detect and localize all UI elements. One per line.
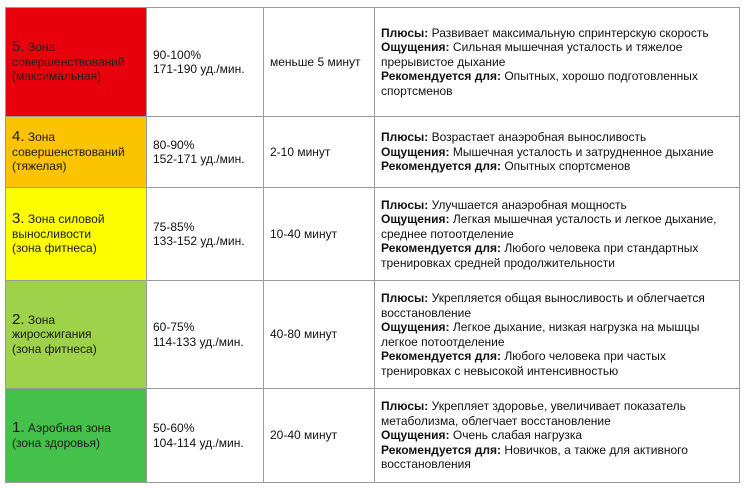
heart-rate-cell: [147, 389, 264, 483]
feel-text: Очень слабая нагрузка: [452, 428, 583, 443]
table-row: [6, 281, 740, 389]
feel-text: Легкая мышечная усталость и легкое дыхание, среднее потоотделение: [381, 212, 717, 241]
pros-text: Укрепляется общая выносливость и облегчается восстановление: [381, 291, 705, 320]
duration-cell: 20-40 минут: [264, 389, 375, 483]
description-cell: [375, 389, 740, 483]
description-cell: [375, 281, 740, 389]
zone-cell: [6, 389, 147, 483]
zone-cell: [6, 281, 147, 389]
zone-name: (тяжелая): [12, 159, 67, 174]
feel-label: Ощущения:: [381, 428, 450, 443]
recommended-label: Рекомендуется для:: [381, 442, 501, 457]
duration-cell: меньше 5 минут: [264, 8, 375, 117]
zone-name: (зона здоровья): [12, 435, 101, 450]
zone-name: Аэробная зона: [27, 421, 111, 435]
duration-cell: 2-10 минут: [264, 117, 375, 188]
zone-name: (максимальная): [12, 69, 101, 84]
description-cell: [375, 188, 740, 281]
feel-label: Ощущения:: [381, 144, 450, 159]
zone-cell: [6, 117, 147, 188]
zone-name: Зона: [27, 40, 56, 55]
zone-name: Зона: [27, 130, 56, 145]
heart-rate-bpm: 171-190 уд./мин.: [153, 62, 245, 76]
pros-text: Улучшается анаэробная мощность: [431, 197, 627, 212]
heart-rate-bpm: 104-114 уд./мин.: [153, 435, 244, 450]
heart-rate-bpm: 114-133 уд./мин.: [153, 334, 244, 349]
heart-rate-cell: [147, 8, 264, 117]
pros-label: Плюсы:: [381, 291, 429, 305]
pros-label: Плюсы:: [381, 130, 429, 145]
description-cell: [375, 117, 740, 188]
zone-number: 4.: [12, 128, 25, 146]
pros-label: Плюсы:: [381, 197, 429, 212]
duration-cell: 10-40 минут: [264, 188, 375, 281]
zone-cell: [6, 8, 147, 117]
pros-text: Развивает максимальную спринтерскую скорость: [431, 25, 709, 40]
table-row: [6, 389, 740, 483]
feel-text: Мышечная усталость и затрудненное дыхание: [452, 144, 714, 159]
duration-cell: 40-80 минут: [264, 281, 375, 389]
heart-rate-bpm: 133-152 уд./мин.: [153, 234, 245, 248]
feel-label: Ощущения:: [381, 320, 450, 334]
heart-rate-percent: 90-100%: [153, 47, 202, 62]
heart-rate-percent: 60-75%: [153, 320, 195, 334]
recommended-text: Любого человека при частых тренировках с невысокой интенсивностью: [381, 349, 666, 378]
zone-number: 3.: [12, 210, 25, 228]
heart-rate-percent: 75-85%: [153, 219, 195, 234]
zone-name: Зона силовой: [27, 212, 105, 227]
heart-rate-bpm: 152-171 уд./мин.: [153, 152, 245, 166]
description-cell: [375, 8, 740, 117]
heart-rate-cell: [147, 281, 264, 389]
zone-name: жиросжигания: [12, 327, 92, 342]
feel-text: Легкое дыхание, низкая нагрузка на мышцы легкое потоотделение: [381, 320, 700, 349]
pros-label: Плюсы:: [381, 399, 429, 414]
zone-name: совершенствований: [12, 144, 125, 159]
table-row: [6, 8, 740, 117]
zone-name: совершенствований: [12, 54, 125, 69]
zone-number: 2.: [12, 310, 25, 328]
table-row: [6, 188, 740, 281]
zone-name: Зона: [27, 312, 56, 327]
zone-cell: [6, 188, 147, 281]
recommended-label: Рекомендуется для:: [381, 241, 501, 256]
recommended-label: Рекомендуется для:: [381, 159, 501, 174]
pros-label: Плюсы:: [381, 25, 429, 40]
heart-rate-zones-table: [5, 7, 740, 483]
recommended-text: Новичков, а также для активного восстановления: [381, 442, 688, 472]
pros-text: Укрепляет здоровье, увеличивает показатель метаболизма, облегчает восстановление: [381, 399, 686, 428]
recommended-text: Опытных, хорошо подготовленных спортсменов: [381, 69, 698, 98]
recommended-label: Рекомендуется для:: [381, 69, 501, 84]
zone-name: (зона фитнеса): [12, 241, 97, 256]
heart-rate-percent: 80-90%: [153, 137, 195, 152]
heart-rate-cell: [147, 117, 264, 188]
table-row: [6, 117, 740, 188]
feel-label: Ощущения:: [381, 40, 450, 55]
recommended-label: Рекомендуется для:: [381, 349, 501, 363]
recommended-text: Опытных спортсменов: [504, 159, 631, 174]
pros-text: Возрастает анаэробная выносливость: [431, 130, 647, 145]
feel-text: Сильная мышечная усталость и тяжелое прерывистое дыхание: [381, 40, 683, 69]
zone-name: выносливости: [12, 226, 92, 241]
feel-label: Ощущения:: [381, 212, 450, 227]
recommended-text: Любого человека при стандартных тренировках средней продолжительности: [381, 241, 699, 270]
zone-number: 5.: [12, 38, 25, 56]
heart-rate-cell: [147, 188, 264, 281]
zone-name: (зона фитнеса): [12, 341, 97, 356]
heart-rate-percent: 50-60%: [153, 421, 195, 435]
zone-number: 1.: [12, 419, 25, 436]
